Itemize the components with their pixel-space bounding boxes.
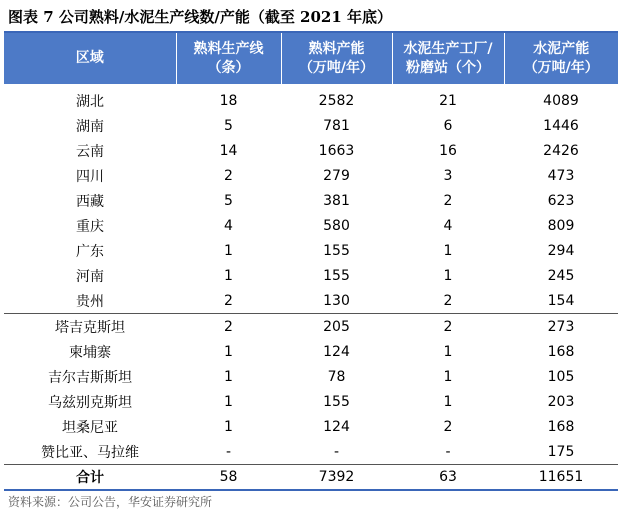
table-row <box>4 163 618 188</box>
table-row <box>4 364 618 389</box>
cell-clinker-lines: 4 <box>224 217 233 234</box>
total-row <box>4 465 618 491</box>
cell-clinker-capacity: 155 <box>323 242 350 259</box>
cell-cement-capacity: 175 <box>547 443 575 460</box>
cell-cement-capacity: 168 <box>547 418 575 435</box>
cell-clinker-capacity: - <box>333 443 340 460</box>
cell-cement-capacity: 245 <box>547 267 575 284</box>
header-cement-capacity: 水泥产能 （万吨/年） <box>504 33 618 84</box>
cell-clinker-lines: 1 <box>224 267 233 284</box>
cell-cement-plants: 3 <box>443 167 453 184</box>
cell-cement-capacity: 203 <box>547 393 575 410</box>
cell-region: 坦桑尼亚 <box>62 419 118 436</box>
cell-region: 湖南 <box>76 118 104 135</box>
cell-cement-plants: 1 <box>443 242 453 259</box>
cell-region: 湖北 <box>76 93 104 110</box>
cell-clinker-capacity: 1663 <box>318 142 355 159</box>
cell-clinker-lines: 18 <box>219 92 238 109</box>
total-cement-capacity: 11651 <box>504 465 618 491</box>
cell-cement-plants: 16 <box>439 142 457 159</box>
cell-region: 吉尔吉斯斯坦 <box>48 369 132 386</box>
cell-clinker-capacity: 124 <box>323 418 350 435</box>
cell-cement-capacity: 473 <box>547 167 575 184</box>
cell-clinker-lines: 1 <box>224 343 233 360</box>
cell-cement-plants: 21 <box>439 92 457 109</box>
total-clinker-lines: 58 <box>176 465 281 491</box>
cell-cement-capacity: 809 <box>547 217 575 234</box>
cell-cement-capacity: 273 <box>504 314 618 340</box>
cell-region: 河南 <box>76 268 104 285</box>
cell-clinker-lines: 1 <box>224 242 233 259</box>
cell-region: 柬埔寨 <box>69 344 111 361</box>
source-note: 资料来源：公司公告，华安证券研究所 <box>8 495 213 509</box>
cell-region: 四川 <box>76 168 104 185</box>
cell-clinker-lines: 2 <box>224 292 233 309</box>
cell-cement-capacity: 623 <box>547 192 575 209</box>
cell-region: 重庆 <box>76 218 104 235</box>
header-clinker-capacity: 熟料产能 （万吨/年） <box>281 33 392 84</box>
cell-cement-plants: 2 <box>443 192 453 209</box>
cell-region: 塔吉克斯坦 <box>4 314 176 340</box>
cell-cement-plants: 4 <box>443 217 453 234</box>
cell-cement-capacity: 154 <box>547 292 575 309</box>
cell-clinker-capacity: 2582 <box>318 92 355 109</box>
capacity-table <box>4 33 618 491</box>
total-clinker-capacity: 7392 <box>281 465 392 491</box>
cell-cement-capacity: 105 <box>547 368 575 385</box>
header-row <box>4 33 618 84</box>
cell-cement-plants: 2 <box>392 314 504 340</box>
cell-cement-plants: 1 <box>443 393 453 410</box>
cell-region: 贵州 <box>76 293 104 310</box>
cell-clinker-capacity: 124 <box>323 343 350 360</box>
cell-region: 云南 <box>76 143 104 160</box>
table-row <box>4 138 618 163</box>
cell-cement-capacity: 4089 <box>543 92 579 109</box>
cell-clinker-lines: 1 <box>224 393 233 410</box>
cell-clinker-lines: - <box>225 443 232 460</box>
total-region: 合计 <box>4 465 176 491</box>
cell-clinker-lines: 1 <box>224 368 233 385</box>
cell-cement-plants: 2 <box>443 418 453 435</box>
table-row <box>4 414 618 439</box>
cell-clinker-capacity: 205 <box>281 314 392 340</box>
table-row <box>4 238 618 263</box>
table-row <box>4 263 618 288</box>
cell-cement-plants: 1 <box>443 368 453 385</box>
header-clinker-lines: 熟料生产线 （条） <box>176 33 281 84</box>
table-row <box>4 314 618 340</box>
table-row <box>4 113 618 138</box>
cell-cement-plants: - <box>445 443 451 460</box>
cell-clinker-lines: 1 <box>224 418 233 435</box>
cell-region: 赞比亚、马拉维 <box>41 444 139 461</box>
cell-cement-plants: 1 <box>443 343 453 360</box>
cell-clinker-capacity: 130 <box>323 292 350 309</box>
table-row <box>4 288 618 314</box>
cell-clinker-capacity: 78 <box>327 368 346 385</box>
cell-region: 广东 <box>76 243 104 260</box>
cell-clinker-capacity: 781 <box>323 117 350 134</box>
cell-clinker-capacity: 279 <box>323 167 350 184</box>
cell-cement-plants: 2 <box>443 292 453 309</box>
cell-clinker-capacity: 155 <box>323 267 350 284</box>
table-row <box>4 213 618 238</box>
header-cement-plants: 水泥生产工厂/ 粉磨站（个） <box>392 33 504 84</box>
table-row <box>4 389 618 414</box>
cell-cement-plants: 1 <box>443 267 453 284</box>
table-title: 图表 7 公司熟料/水泥生产线数/产能（截至 2021 年底） <box>8 8 393 26</box>
cell-clinker-capacity: 580 <box>323 217 350 234</box>
table-row <box>4 84 618 113</box>
cell-clinker-lines: 2 <box>176 314 281 340</box>
table-row <box>4 439 618 465</box>
cell-clinker-lines: 5 <box>224 117 233 134</box>
total-cement-plants: 63 <box>392 465 504 491</box>
cell-clinker-capacity: 155 <box>323 393 350 410</box>
cell-clinker-lines: 14 <box>219 142 238 159</box>
table-row <box>4 339 618 364</box>
cell-cement-capacity: 168 <box>547 343 575 360</box>
table-body <box>4 84 618 490</box>
cell-clinker-lines: 2 <box>224 167 233 184</box>
cell-clinker-lines: 5 <box>224 192 233 209</box>
cell-cement-capacity: 2426 <box>543 142 579 159</box>
cell-region: 乌兹别克斯坦 <box>48 394 132 411</box>
cell-cement-capacity: 1446 <box>543 117 579 134</box>
cell-region: 西藏 <box>76 193 104 210</box>
cell-clinker-capacity: 381 <box>323 192 350 209</box>
header-region: 区域 <box>4 33 176 84</box>
cell-cement-capacity: 294 <box>547 242 575 259</box>
cell-cement-plants: 6 <box>443 117 453 134</box>
table-row <box>4 188 618 213</box>
